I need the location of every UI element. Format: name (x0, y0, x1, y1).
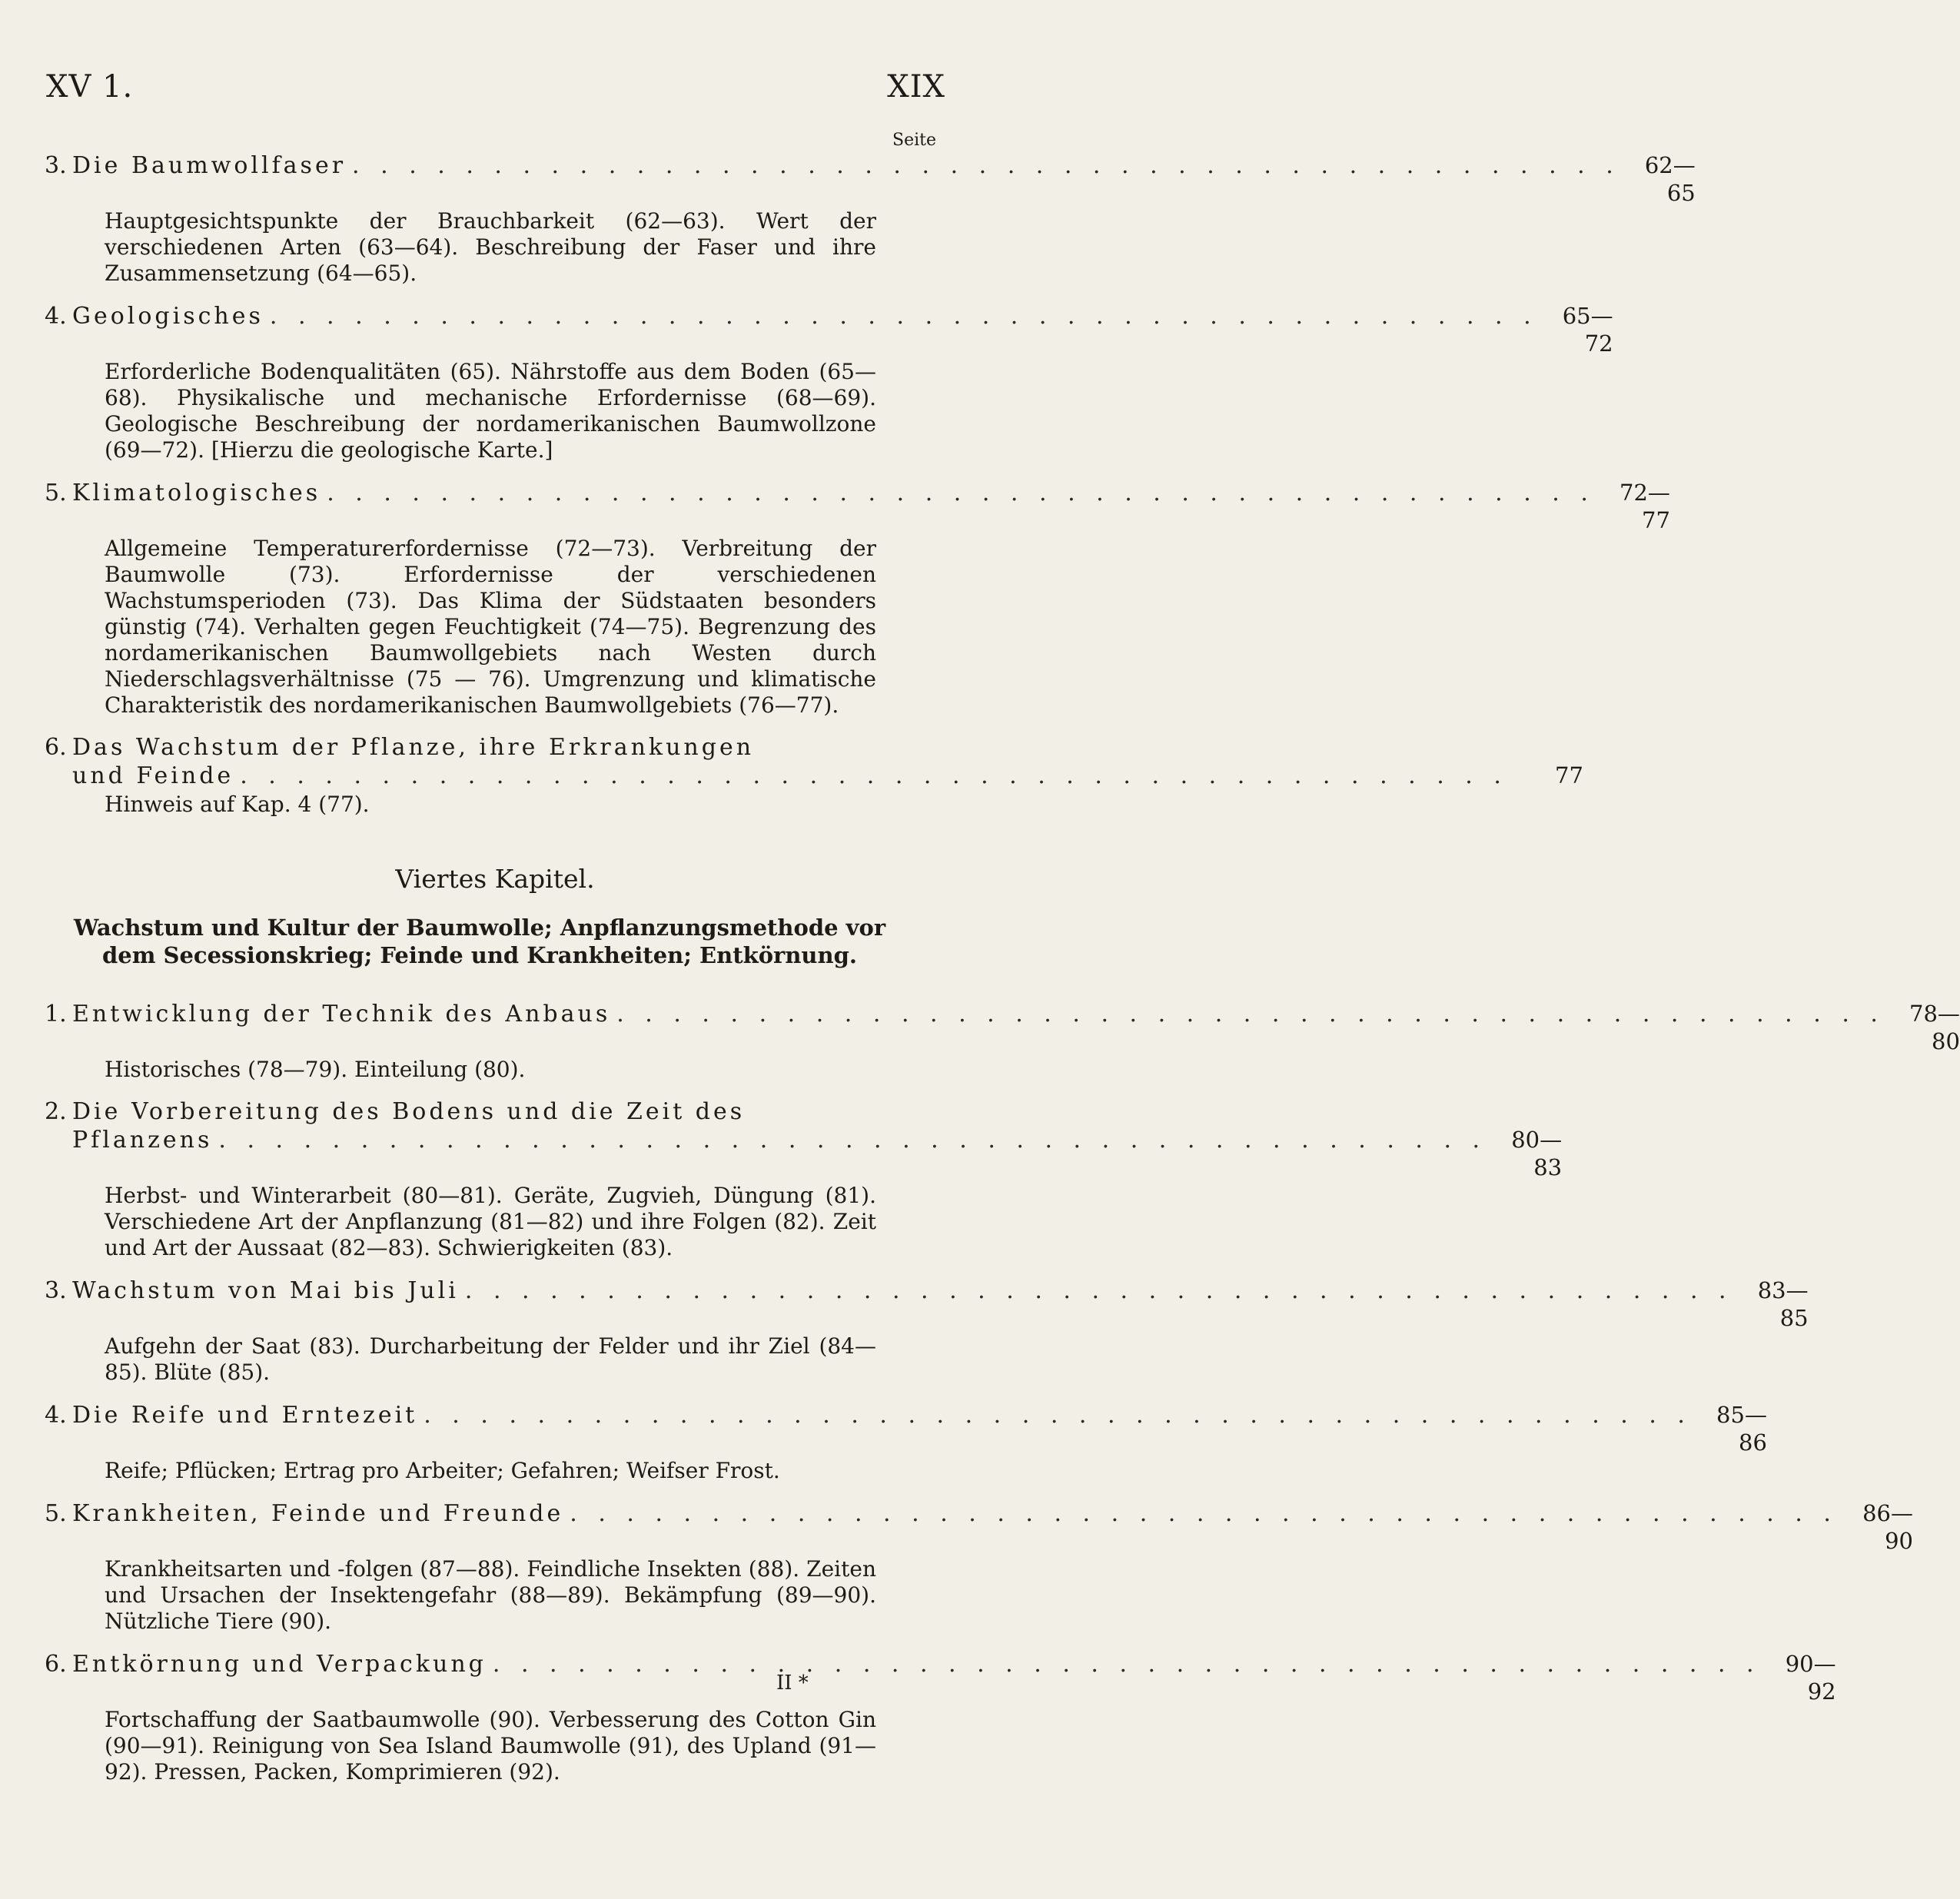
entry-title: Pflanzens (72, 1127, 213, 1154)
entry-title: und Feinde (72, 762, 234, 789)
entry-title: Entkörnung und Verpackung (72, 1651, 487, 1678)
leader-dots: . . . . . . . . . . . . . . . . . . . . . . . . . . . . . . . . . . . . . . . . . . . . . (269, 303, 1538, 330)
chapter-title: Viertes Kapitel. (395, 864, 595, 894)
entry-description: Historisches (78—79). Einteilung (80). (105, 1057, 526, 1082)
leader-dots: . . . . . . . . . . . . . . . . . . . . . . . . . . . . . . . . . . . . . . . . . . . . . (570, 1500, 1838, 1527)
entry-pages: 77 (1555, 762, 1583, 788)
entry-title: Krankheiten, Feinde und Freunde (72, 1500, 564, 1527)
seite-label: Seite (892, 131, 936, 150)
leader-dots: . . . . . . . . . . . . . . . . . . . . . . . . . . . . . . . . . . . . . . . . . . . . . (464, 1277, 1733, 1304)
entry-number: 6. (45, 1651, 67, 1678)
toc-entry (45, 1098, 1563, 1261)
entry-pages: 72—77 (1619, 480, 1670, 533)
signature-mark: II * (776, 1672, 809, 1695)
toc-entry (45, 1277, 1809, 1386)
chapter-subtitle: Wachstum und Kultur der Baumwolle; Anpflanzungsmethode vor dem Secessionskrieg; Feinde und Krankheiten; Entkörnung. (73, 915, 886, 968)
entry-title: Klimatologisches (72, 480, 321, 506)
toc-entry (45, 479, 1670, 719)
entry-title: Die Reife und Erntezeit (72, 1402, 418, 1429)
entry-pages: 85—86 (1716, 1402, 1767, 1456)
entry-description: Fortschaffung der Saatbaumwolle (90). Verbesserung des Cotton Gin (90—91). Reinigung von Sea Island Baumwolle (91), des Upland (91—92). Pressen, Packen, Komprimieren (92). (105, 1707, 876, 1784)
entry-title-line1: Das Wachstum der Pflanze, ihre Erkrankungen (72, 734, 755, 761)
entry-description: Erforderliche Bodenqualitäten (65). Nährstoffe aus dem Boden (65—68). Physikalische und mechanische Erfordernisse (68—69). Geologische Beschreibung der nordamerikanischen Baumwollzone (69—72). [Hierzu die geologische Karte.] (105, 359, 876, 463)
leader-dots: . . . . . . . . . . . . . . . . . . . . . . . . . . . . . . . . . . . . . . . . . . . . . (616, 1001, 1885, 1028)
running-header (46, 69, 945, 105)
entry-title-line1: Die Vorbereitung des Bodens und die Zeit des (72, 1098, 746, 1125)
entry-number: 5. (45, 480, 67, 506)
leader-dots: . . . . . . . . . . . . . . . . . . . . . . . . . . . . . . . . . . . . . . . . . . . . . (218, 1127, 1487, 1154)
entry-number: 3. (45, 152, 67, 179)
entry-title: Geologisches (72, 303, 264, 330)
header-left: XV 1. (46, 69, 134, 105)
entry-description: Reife; Pflücken; Ertrag pro Arbeiter; Gefahren; Weifser Frost. (105, 1458, 780, 1483)
entry-description: Hinweis auf Kap. 4 (77). (105, 792, 370, 817)
leader-dots: . . . . . . . . . . . . . . . . . . . . . . . . . . . . . . . . . . . . . . . . . . . . . (327, 480, 1595, 506)
entry-description: Krankheitsarten und -folgen (87—88). Feindliche Insekten (88). Zeiten und Ursachen der Insektengefahr (88—89). Bekämpfung (89—90). Nützliche Tiere (90). (105, 1556, 876, 1634)
entry-description: Hauptgesichtspunkte der Brauchbarkeit (62—63). Wert der verschiedenen Arten (63—64). Beschreibung der Faser und ihre Zusammensetzung (64—65). (105, 208, 876, 286)
entry-pages: 90—92 (1785, 1651, 1836, 1705)
entry-number: 1. (45, 1001, 67, 1028)
entry-number: 4. (45, 303, 67, 330)
entry-description: Herbst- und Winterarbeit (80—81). Geräte, Zugvieh, Düngung (81). Verschiedene Art der Anpflanzung (81—82) und ihre Folgen (82). Zeit und Art der Aussaat (82—83). Schwierigkeiten (83). (105, 1183, 876, 1260)
entry-title: Entwicklung der Technik des Anbaus (72, 1001, 611, 1028)
toc-entry (45, 302, 1613, 463)
toc-entry (45, 734, 1583, 818)
header-right: XIX (887, 69, 945, 105)
toc-entry (45, 1499, 1913, 1635)
toc-entry (45, 1401, 1767, 1484)
leader-dots: . . . . . . . . . . . . . . . . . . . . . . . . . . . . . . . . . . . . . . . . . . . . . (240, 762, 1508, 789)
entry-description: Aufgehn der Saat (83). Durcharbeitung der Felder und ihr Ziel (84—85). Blüte (85). (105, 1333, 876, 1385)
entry-number: 3. (45, 1277, 67, 1304)
entry-number: 4. (45, 1402, 67, 1429)
entry-pages: 83—85 (1757, 1277, 1809, 1331)
entry-pages: 78—80 (1909, 1001, 1960, 1054)
entry-number: 2. (45, 1098, 67, 1125)
leader-dots: . . . . . . . . . . . . . . . . . . . . . . . . . . . . . . . . . . . . . . . . . . . . . (352, 152, 1620, 179)
toc-column (45, 131, 1960, 1801)
entry-pages: 86—90 (1862, 1500, 1913, 1554)
toc-entry (45, 1000, 1960, 1083)
entry-description: Allgemeine Temperaturerfordernisse (72—73). Verbreitung der Baumwolle (73). Erfordernisse der verschiedenen Wachstumsperioden (73). Das Klima der Südstaaten besonders günstig (74). Verhalten gegen Feuchtigkeit (74—75). Begrenzung des nordamerikanischen Baumwollgebiets nach Westen durch Niederschlagsverhältnisse (75 — 76). Umgrenzung und klimatische Charakteristik des nordamerikanischen Baumwollgebiets (76—77). (105, 536, 876, 718)
entry-title: Die Baumwollfaser (72, 152, 347, 179)
toc-entry (45, 151, 1696, 287)
entry-title: Wachstum von Mai bis Juli (72, 1277, 459, 1304)
entry-pages: 80—83 (1511, 1127, 1563, 1180)
entry-pages: 65—72 (1562, 303, 1613, 357)
leader-dots: . . . . . . . . . . . . . . . . . . . . . . . . . . . . . . . . . . . . . . . . . . . . . (492, 1651, 1761, 1678)
entry-number: 5. (45, 1500, 67, 1527)
entry-number: 6. (45, 734, 67, 761)
entry-pages: 62—65 (1644, 152, 1696, 206)
leader-dots: . . . . . . . . . . . . . . . . . . . . . . . . . . . . . . . . . . . . . . . . . . . . . (424, 1402, 1692, 1429)
toc-entry (45, 1650, 1836, 1785)
